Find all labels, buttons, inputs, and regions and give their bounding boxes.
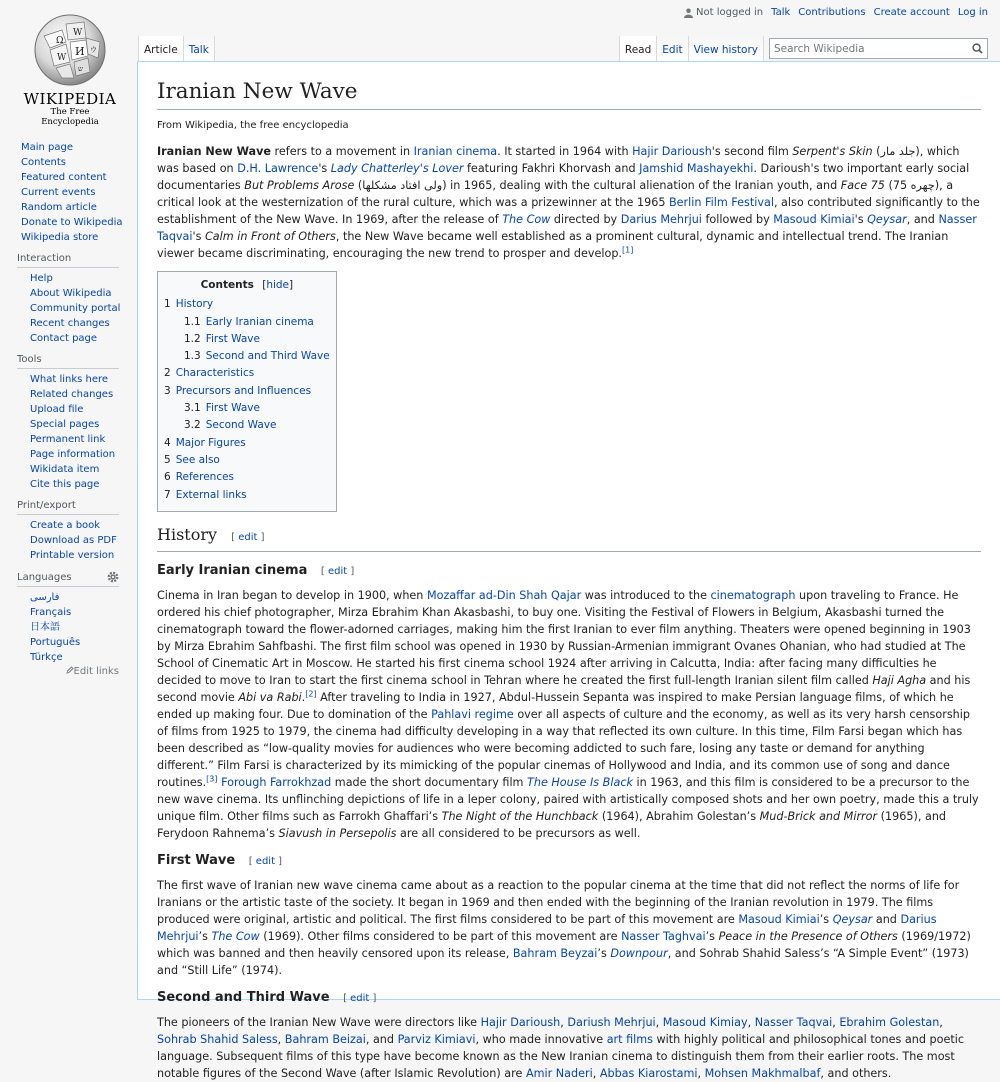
inline-link[interactable]: Mozaffar ad-Din Shah Qajar	[426, 588, 582, 602]
tab-talk[interactable]	[183, 36, 215, 62]
toc-label: Major Figures	[175, 436, 246, 449]
toc-number: 6	[164, 471, 171, 484]
text-run: upon traveling to France. He ordered his chief photographer, Mirza Ebrahim Khan Akasbashi, to buy one. Visiting the Festival of Flowers in Belgium, Akasbashi turned the cinematograph toward the flower-adorned carriages, making him the first Iranian to ever film anything. Theaters were opened beginning in 1903 by Mirza Ebrahim Sahfbashi. The first film school was opened in 1930 by Russian-Armenian immigrant Ovanes Ohanian, who had studied at The School of Cinematic Art in Moscow. He started his first cinema school 1924 after arriving in Calcutta, India: after facing many difficulties he decided to move to Iran to start the first cinema school in Tehran where he created the first full-length Iranian silent film called	[157, 588, 971, 687]
log-in-link[interactable]: Log in	[957, 7, 988, 18]
sidebar-language-link-item	[30, 620, 137, 635]
toc-label: References	[175, 471, 235, 484]
tab-edit[interactable]	[656, 36, 687, 62]
sidebar-nav-link[interactable]: Donate to Wikipedia	[21, 217, 123, 228]
text-run: (1969). Other films considered to be part of this movement are	[259, 929, 622, 943]
early-cinema-edit-link[interactable]: edit	[327, 565, 348, 577]
contributions-link[interactable]: Contributions	[798, 7, 866, 18]
text-run: ,	[277, 1032, 285, 1046]
sidebar-nav-link-item	[21, 230, 137, 245]
toc-link[interactable]	[164, 437, 246, 449]
inline-link[interactable]: Lady Chatterley's Lover	[330, 162, 464, 175]
sidebar-language-link-item	[30, 590, 137, 605]
history-edit-section: [ edit ]	[231, 531, 265, 543]
sidebar-tools-link-item	[30, 447, 137, 462]
text-run: After traveling to India in 1927, Abdul-Hussein Sepanta was inspired to make Persian language films, of which he ended up making four. Due to domination of the	[157, 690, 954, 721]
first-wave-edit-link[interactable]: edit	[255, 855, 275, 867]
sidebar-language-link-item	[30, 635, 137, 650]
toc-item	[164, 383, 330, 435]
sidebar-nav-link[interactable]: Featured content	[21, 172, 107, 183]
inline-link[interactable]: Downpour	[610, 946, 668, 960]
toc-number: 7	[164, 488, 171, 501]
italic-text: But Problems Arose	[244, 179, 355, 192]
toc-item	[184, 314, 330, 331]
early-cinema-edit-section: [ edit ]	[320, 565, 355, 577]
sidebar-tools-link-item	[30, 462, 137, 477]
text-run: are all considered to be precursors as well.	[396, 826, 641, 840]
inline-link[interactable]: The Cow	[211, 929, 260, 943]
toc-label: First Wave	[205, 332, 260, 345]
inline-link[interactable]: D.H. Lawrence	[237, 162, 319, 175]
inline-link[interactable]: Ebrahim Golestan	[839, 1015, 940, 1029]
create-account-link[interactable]: Create account	[873, 7, 950, 18]
inline-link[interactable]: Parviz Kimiavi	[397, 1032, 476, 1046]
toc-item	[184, 348, 330, 365]
inline-link[interactable]: Amir Naderi	[525, 1066, 593, 1080]
inline-link[interactable]: Pahlavi regime	[431, 707, 514, 721]
sidebar-interaction-link[interactable]: Contact page	[30, 333, 98, 344]
toc-item	[164, 487, 330, 504]
toc-link[interactable]	[184, 333, 260, 345]
text-run: (1969/1972) which was banned and then heavily censored upon its release,	[157, 929, 971, 960]
toc-item	[164, 435, 330, 452]
main-content	[137, 61, 1000, 1080]
sidebar-tools-link-item	[30, 432, 137, 447]
svg-text:ウ: ウ	[90, 46, 97, 54]
text-run: ,	[747, 1015, 755, 1029]
toc-item	[164, 365, 330, 382]
italic-text: Haji Agha	[872, 673, 927, 687]
text-run: (جلد مار), which was based on	[157, 145, 960, 175]
text-run: , and	[906, 213, 939, 226]
toc-hide-link[interactable]: hide	[266, 279, 290, 291]
text-run: ’s	[705, 929, 719, 943]
inline-link[interactable]: The House Is Black	[527, 775, 633, 789]
sidebar-tools-link-item	[30, 477, 137, 492]
toc-label: Characteristics	[175, 367, 255, 380]
sidebar-nav-link-item	[21, 185, 137, 200]
inline-link[interactable]: Berlin Film Festival	[669, 196, 774, 209]
sidebar-tools-link[interactable]: Cite this page	[30, 479, 100, 490]
text-run: (چهره 75), a critical look at the westernization of the rural culture, which was a prizewinner at the 1965	[157, 179, 954, 209]
sidebar-nav-link-item	[21, 155, 137, 170]
text-run: ,	[592, 1066, 600, 1080]
toc-number: 1.2	[184, 332, 201, 345]
sidebar-interaction-link[interactable]: Help	[30, 273, 53, 284]
inline-link[interactable]: Hajir Darioush	[480, 1015, 561, 1029]
toc-label: External links	[175, 488, 247, 501]
inline-link[interactable]: Iranian cinema	[413, 145, 498, 158]
early-cinema-paragraph	[157, 587, 981, 842]
toc-number: 1	[164, 298, 171, 311]
toc-label: Second Wave	[205, 419, 277, 432]
sidebar-print-link[interactable]: Printable version	[30, 550, 115, 561]
second-wave-heading	[157, 989, 981, 1008]
inline-link[interactable]: Masoud Kimiai	[738, 912, 820, 926]
text-run: followed by	[701, 213, 774, 226]
toc-item	[184, 331, 330, 348]
history-heading	[157, 524, 981, 552]
text-run: ’s	[597, 946, 611, 960]
inline-link[interactable]: Nasser Taqvai	[754, 1015, 833, 1029]
citation	[206, 774, 217, 783]
toc-heading: Contents	[200, 279, 254, 291]
search-input[interactable]	[770, 43, 967, 55]
text-run: , the New Wave became well established as a prominent cultural, dynamic and intellectual trend. The Iranian viewer became discriminating, encouraging the new trend to prosper and develop.	[157, 230, 949, 260]
text-run: ,	[560, 1015, 568, 1029]
toc-link[interactable]	[184, 316, 314, 328]
inline-link[interactable]: art films	[606, 1032, 653, 1046]
tab-view-history[interactable]	[688, 36, 764, 62]
svg-text:Ω: Ω	[56, 36, 64, 46]
talk-link[interactable]: Talk	[771, 7, 791, 18]
citation-link[interactable]: [1]	[621, 245, 634, 255]
toc-sublist	[164, 400, 330, 435]
sidebar-tools-link[interactable]: Related changes	[30, 389, 114, 400]
text-run: (1964), Abrahim Golestan’s	[598, 809, 760, 823]
toc-number: 3	[164, 384, 171, 397]
sidebar-languages	[0, 571, 137, 677]
toc-link[interactable]	[164, 454, 220, 466]
toc-number: 4	[164, 436, 171, 449]
italic-text: The Night of the Hunchback	[441, 809, 599, 823]
inline-link[interactable]: Bahram Beizai	[284, 1032, 366, 1046]
sidebar-language-link-item	[30, 605, 137, 620]
inline-link[interactable]: Hajir Darioush	[632, 145, 712, 158]
inline-link[interactable]: cinematograph	[710, 588, 796, 602]
toc-number: 5	[164, 453, 171, 466]
text-run: . It started in 1964 with	[497, 145, 633, 158]
sidebar-interaction-title: Interaction	[17, 253, 119, 268]
toc-title: Contents [hide]	[200, 279, 294, 291]
inline-link[interactable]: Masoud Kimiai	[773, 213, 855, 226]
svg-text:И: И	[75, 45, 85, 58]
text-run: refers to a movement in	[271, 145, 414, 158]
toc-label: History	[175, 298, 214, 311]
sidebar-tools-link-item	[30, 387, 137, 402]
sidebar-print-link-item	[30, 548, 137, 563]
intro-paragraph	[157, 143, 981, 262]
text-run: featuring Fakhri Khorvash and	[463, 162, 640, 175]
history-edit-link[interactable]: edit	[238, 531, 258, 543]
search-box	[769, 38, 988, 59]
pencil-icon	[66, 666, 74, 674]
toc-link[interactable]	[164, 471, 234, 483]
italic-text: Siavush in Persepolis	[278, 826, 397, 840]
sidebar-nav-link[interactable]: Wikipedia store	[21, 232, 99, 243]
text-run: in 1963, and this film is considered to be a precursor to the new wave cinema. Its unflinching depictions of life in a leper colony, paired with artistically composed shots and her own poetry, made this a truly unique film. Other films such as Farrokh Ghaffari’s	[157, 775, 979, 823]
toc-label: Precursors and Influences	[175, 384, 312, 397]
text-run: and his second movie	[157, 673, 971, 704]
text-run: was introduced to the	[581, 588, 711, 602]
text-run: ’s	[819, 912, 833, 926]
toc-link[interactable]	[184, 350, 330, 362]
sidebar-nav-link-item	[21, 140, 137, 155]
svg-text:W: W	[57, 53, 67, 63]
toc-link[interactable]	[184, 419, 277, 431]
inline-link[interactable]: Abbas Kiarostami	[599, 1066, 698, 1080]
not-logged-in	[684, 7, 763, 18]
sidebar-interaction-link-item	[30, 331, 137, 346]
sidebar-interaction-link-item	[30, 301, 137, 316]
page-title: Iranian New Wave	[157, 78, 981, 110]
sidebar-print-link[interactable]: Download as PDF	[30, 535, 117, 546]
inline-link[interactable]: Jamshid Mashayekhi	[639, 162, 754, 175]
sidebar-print-title: Print/export	[17, 500, 119, 515]
inline-link[interactable]: Darius Mehrjui	[620, 213, 702, 226]
sidebar-interaction	[0, 253, 137, 346]
text-run: ’s	[198, 929, 212, 943]
not-logged-in-label: Not logged in	[696, 7, 764, 18]
sidebar-languages-title: Languages	[17, 571, 119, 587]
search-icon	[972, 43, 983, 54]
second-wave-edit-section: [ edit ]	[343, 992, 377, 1004]
sidebar-nav-link-item	[21, 200, 137, 215]
text-run: . Darioush's two important early social documentaries	[157, 162, 970, 192]
second-wave-heading-text: Second and Third Wave	[157, 989, 330, 1005]
toc-label: Early Iranian cinema	[205, 315, 314, 328]
toc-list	[164, 296, 330, 504]
inline-link[interactable]: Dariush Mehrjui	[567, 1015, 656, 1029]
text-run: The first wave of Iranian new wave cinema came about as a reaction to the popular cinema at the time that did not reflect the norms of life for Iranians or the artistic taste of the society. It began in 1969 and then ended with the beginning of the Iranian revolution in 1979. The films produced were original, artistic and political. The first films considered to be part of this movement are	[157, 878, 960, 926]
sidebar-tools-link[interactable]: What links here	[30, 374, 109, 385]
sidebar-tools-link-item	[30, 402, 137, 417]
inline-link[interactable]: Sohrab Shahid Saless	[157, 1032, 278, 1046]
sidebar-language-link[interactable]: فارسی	[30, 592, 60, 603]
citation-link[interactable]: [3]	[206, 774, 218, 784]
sidebar-tools-link[interactable]: Permanent link	[30, 434, 106, 445]
sidebar-language-link[interactable]: Türkçe	[30, 652, 63, 663]
first-wave-heading-text: First Wave	[157, 852, 236, 868]
text-run: ,	[939, 1015, 943, 1029]
first-wave-edit-section: [ edit ]	[248, 855, 283, 867]
toc-item	[164, 469, 330, 486]
sidebar-language-link[interactable]: Português	[30, 637, 81, 648]
sidebar-navigation	[0, 140, 137, 245]
svg-text:W: W	[73, 28, 83, 38]
wikipedia-logo[interactable]	[22, 12, 118, 127]
view-tabs	[619, 36, 764, 62]
sidebar-print-link-item	[30, 518, 137, 533]
citation	[305, 689, 316, 698]
toc-link[interactable]	[184, 402, 260, 414]
sidebar-interaction-link[interactable]: About Wikipedia	[30, 288, 112, 299]
sidebar-nav-link[interactable]: Contents	[21, 157, 66, 168]
inline-link[interactable]: Masoud Kimiay	[662, 1015, 748, 1029]
first-wave-heading	[157, 852, 981, 871]
sidebar-tools-link[interactable]: Special pages	[30, 419, 100, 430]
sidebar-nav-link[interactable]: Main page	[21, 142, 74, 153]
toc-label: First Wave	[205, 402, 260, 415]
toc-number: 2	[164, 367, 171, 380]
first-wave-paragraph	[157, 877, 981, 979]
toc-number: 1.3	[184, 350, 201, 363]
text-run: , who made innovative	[475, 1032, 607, 1046]
citation	[622, 245, 633, 254]
text-run: (ولی افتاد مشکلها) in 1965, dealing with the cultural alienation of the Iranian youth, and	[354, 179, 841, 192]
sidebar-tools-link[interactable]: Page information	[30, 449, 116, 460]
toc-link[interactable]	[164, 385, 311, 397]
text-run: Cinema in Iran began to develop in 1900, when	[157, 588, 427, 602]
edit-links-label: Edit links	[73, 666, 119, 677]
text-run: and	[872, 912, 901, 926]
text-run: , also contributed significantly to the establishment of the New Wave. In 1969, after the release of	[157, 196, 980, 226]
tab-read-label: Read	[624, 44, 652, 56]
text-run: ,	[655, 1015, 663, 1029]
search-button[interactable]	[967, 43, 987, 54]
text-run: .	[301, 690, 306, 704]
text-run: , and others.	[820, 1066, 892, 1080]
text-run: 's	[318, 162, 331, 175]
sidebar-nav-link-item	[21, 170, 137, 185]
sidebar-language-link[interactable]: 日本語	[30, 622, 60, 633]
logo-tagline: The Free Encyclopedia	[41, 107, 99, 127]
sidebar-nav-link[interactable]: Random article	[21, 202, 97, 213]
namespace-tabs	[138, 36, 215, 62]
tab-edit-label[interactable]: Edit	[662, 44, 683, 56]
sidebar-nav-link-item	[21, 215, 137, 230]
inline-link[interactable]: Mohsen Makhmalbaf	[704, 1066, 821, 1080]
sidebar-print-link[interactable]: Create a book	[30, 520, 101, 531]
sidebar-language-link-item	[30, 650, 137, 665]
early-cinema-heading-text: Early Iranian cinema	[157, 562, 308, 578]
text-run: ,	[832, 1015, 840, 1029]
inline-link[interactable]: Nasser Taqvai	[157, 213, 977, 243]
sidebar-nav-link[interactable]: Current events	[21, 187, 96, 198]
inline-link[interactable]: Qeysar	[832, 912, 873, 926]
sidebar	[0, 140, 137, 685]
tab-talk-label[interactable]: Talk	[188, 44, 209, 56]
second-wave-edit-link[interactable]: edit	[350, 992, 370, 1004]
citation-link[interactable]: [2]	[305, 689, 317, 699]
user-icon	[684, 8, 693, 18]
toc-sublist	[164, 314, 330, 366]
italic-text: Peace in the Presence of Others	[718, 929, 898, 943]
toc-label: Second and Third Wave	[205, 350, 330, 363]
toc-item	[184, 400, 330, 417]
inline-link[interactable]: Darius Mehrjui	[157, 912, 937, 943]
toc-link[interactable]	[164, 489, 247, 501]
text-run: 's	[192, 230, 205, 243]
bold-text: Iranian New Wave	[157, 145, 271, 158]
sidebar-tools-link[interactable]: Wikidata item	[30, 464, 100, 475]
inline-link[interactable]: Qeysar	[867, 213, 907, 226]
edit-links[interactable]	[0, 666, 137, 677]
italic-text: Face 75	[840, 179, 885, 192]
personal-tools	[684, 7, 988, 18]
sidebar-tools-link-item	[30, 417, 137, 432]
text-run: (1965), and Ferydoon Rahnema’s	[157, 809, 947, 840]
sidebar-tools-link[interactable]: Upload file	[30, 404, 84, 415]
toc-item	[164, 452, 330, 469]
toc-item	[164, 296, 330, 365]
toc-label: See also	[175, 453, 220, 466]
sidebar-print-link-item	[30, 533, 137, 548]
text-run: directed by	[550, 213, 621, 226]
tab-article-label: Article	[144, 44, 178, 56]
sidebar-interaction-link-item	[30, 316, 137, 331]
sidebar-interaction-link-item	[30, 271, 137, 286]
text-run: over all aspects of culture and the economy, as well as its very harsh censorship of films from 1925 to 1979, the cinema had difficulty developing in a way that reflected its own culture. In this time, Film Farsi began which has been described as “low-quality movies for audiences who were becoming addicted to such fare, losing any taste or demand for anything different.” Film Farsi is characterized by its mimicking of the popular cinemas of Hollywood and India, and its common use of song and dance routines.	[157, 707, 970, 789]
gear-icon[interactable]	[107, 571, 119, 583]
toc-item	[184, 417, 330, 434]
text-run: 's second film	[711, 145, 793, 158]
tab-read[interactable]	[619, 36, 656, 62]
inline-link[interactable]: The Cow	[502, 213, 551, 226]
sidebar-interaction-link[interactable]: Community portal	[30, 303, 121, 314]
sidebar-print	[0, 500, 137, 563]
toc-link[interactable]	[164, 298, 213, 310]
inline-link[interactable]: Bahram Beyzai	[512, 946, 598, 960]
italic-text: Mud-Brick and Mirror	[759, 809, 878, 823]
sidebar-language-link[interactable]: Français	[30, 607, 72, 618]
table-of-contents	[157, 271, 337, 512]
logo-wordmark: WIKIPEDIA	[23, 90, 117, 108]
text-run: , and	[365, 1032, 398, 1046]
toc-number: 3.1	[184, 402, 201, 415]
sidebar-interaction-link-item	[30, 286, 137, 301]
tab-view-history-label[interactable]: View history	[693, 44, 758, 56]
text-run: The pioneers of the Iranian New Wave were directors like	[157, 1015, 481, 1029]
early-cinema-heading	[157, 562, 981, 581]
toc-number: 1.1	[184, 315, 201, 328]
italic-text: Abi va Rabi	[238, 690, 302, 704]
text-run: , and Sohrab Shahid Saless’s “A Simple Event” (1973) and “Still Life” (1974).	[157, 946, 969, 977]
wikipedia-globe-icon	[32, 12, 108, 88]
inline-link[interactable]: Nasser Taghvai	[621, 929, 706, 943]
text-run: 's	[854, 213, 868, 226]
second-wave-paragraph	[157, 1014, 981, 1082]
svg-text:ש: ש	[78, 65, 83, 73]
sidebar-tools	[0, 354, 137, 492]
italic-text: Calm in Front of Others	[205, 230, 336, 243]
text-run: with highly political and philosophical tones and poetic language. Subsequent films of this type have become known as the New Iranian cinema to distinguish them from their earlier roots. The most notable figures of the Second Wave (after Islamic Revolution) are	[157, 1032, 964, 1080]
inline-link[interactable]: Forough Farrokhzad	[221, 775, 332, 789]
sidebar-interaction-link[interactable]: Recent changes	[30, 318, 110, 329]
toc-link[interactable]	[164, 367, 254, 379]
history-heading-text: History	[157, 524, 218, 544]
text-run: made the short documentary film	[331, 775, 528, 789]
sidebar-tools-title: Tools	[17, 354, 119, 369]
sidebar-tools-link-item	[30, 372, 137, 387]
text-run: ,	[697, 1066, 705, 1080]
tab-article[interactable]	[138, 36, 183, 62]
site-subtitle: From Wikipedia, the free encyclopedia	[157, 120, 349, 131]
italic-text: Serpent's Skin	[792, 145, 873, 158]
toc-number: 3.2	[184, 419, 201, 432]
